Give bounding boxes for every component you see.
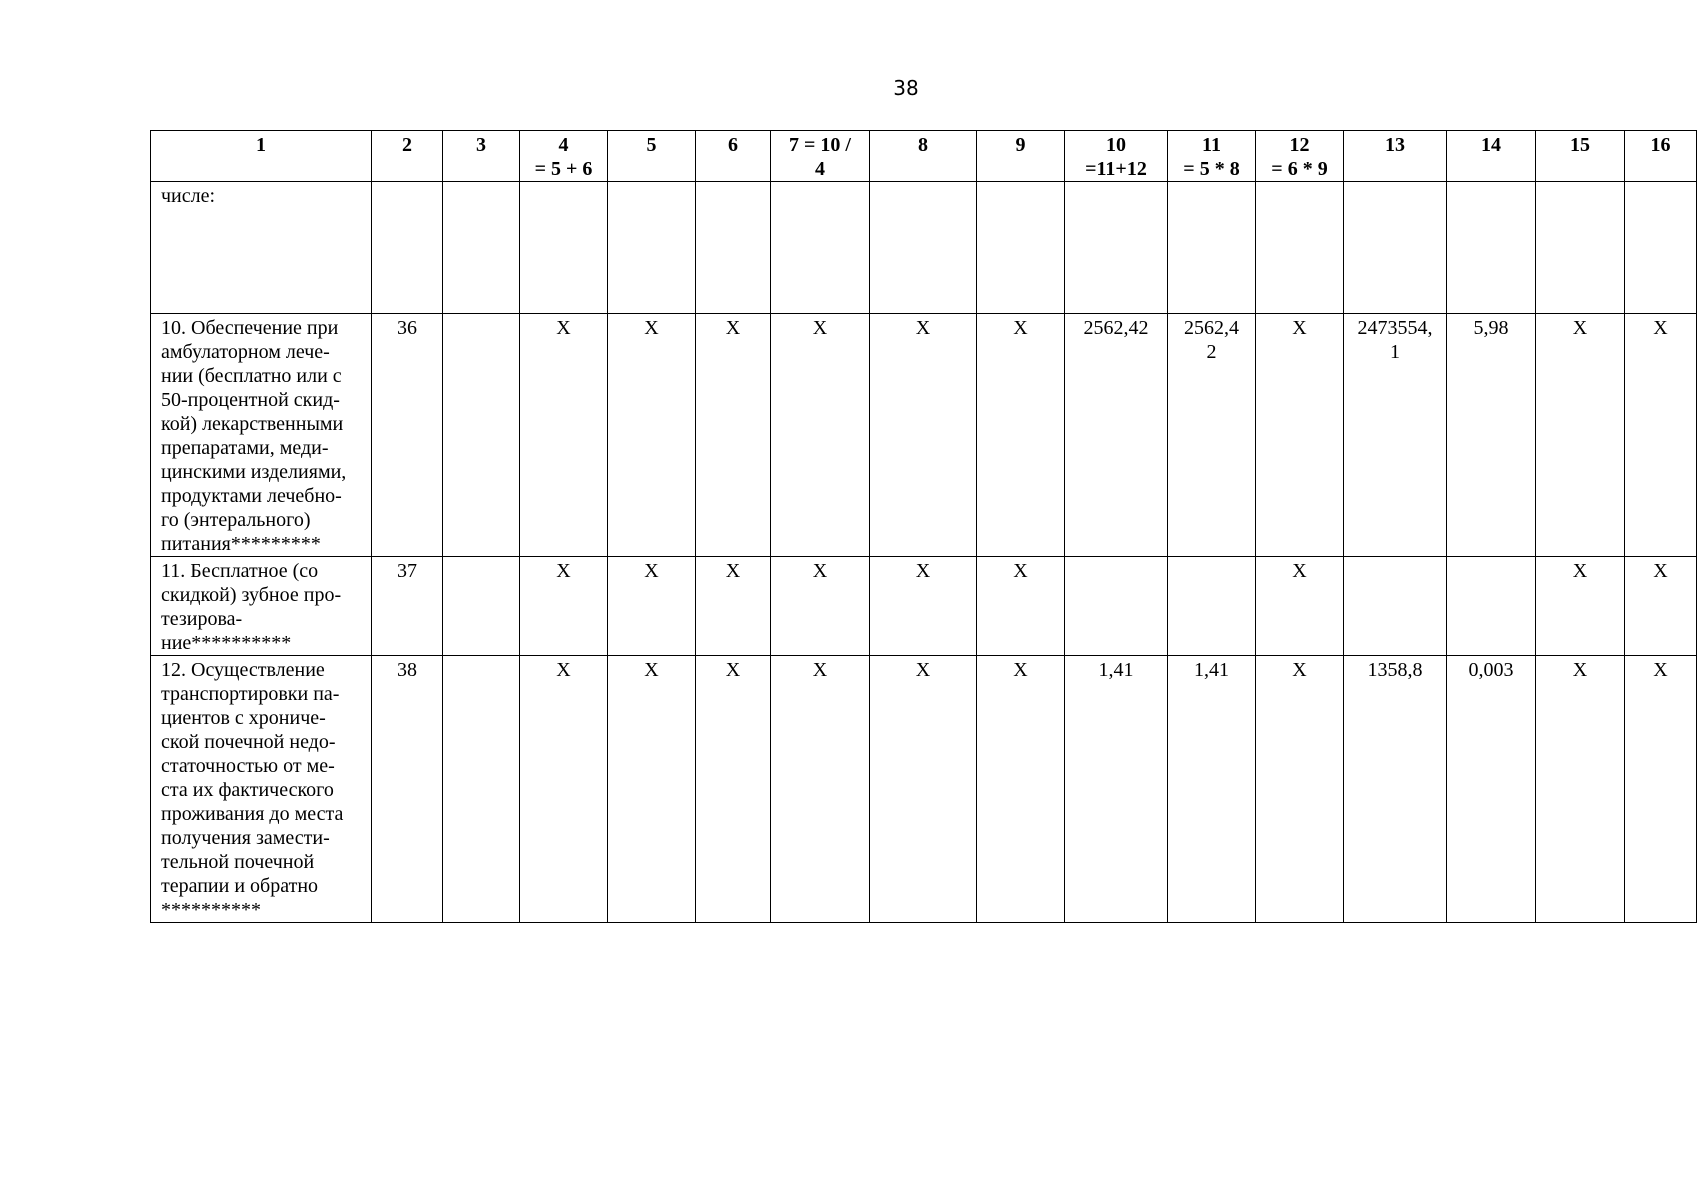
header-cell-10: 10 =11+12 [1065, 131, 1168, 182]
cell-col-3 [443, 314, 520, 557]
cell-col-8 [870, 182, 977, 314]
header-cell-11: 11 = 5 * 8 [1168, 131, 1256, 182]
header-cell-7: 7 = 10 / 4 [771, 131, 870, 182]
cell-col-14: 5,98 [1447, 314, 1536, 557]
cell-col-11: 2562,4 2 [1168, 314, 1256, 557]
cell-col-3 [443, 656, 520, 923]
cell-col-16 [1625, 182, 1697, 314]
cell-col-4 [520, 182, 608, 314]
cell-name: 12. Осуществление транспортировки па- циентов с хрониче- ской почечной недо- статочностью от ме- ста их фактического проживания до места получения замести- тельной почечной терапии и обратно ********** [151, 656, 372, 923]
data-table [150, 130, 1697, 923]
table-row [151, 182, 1697, 314]
cell-col-4: X [520, 656, 608, 923]
cell-col-8: X [870, 656, 977, 923]
page-number: 38 [893, 76, 919, 100]
table-row [151, 557, 1697, 656]
cell-col-13: 1358,8 [1344, 656, 1447, 923]
cell-col-6 [696, 182, 771, 314]
cell-col-9: X [977, 557, 1065, 656]
header-cell-12: 12 = 6 * 9 [1256, 131, 1344, 182]
header-cell-2: 2 [372, 131, 443, 182]
cell-col-7: X [771, 656, 870, 923]
cell-col-5: X [608, 314, 696, 557]
cell-col-13 [1344, 182, 1447, 314]
cell-col-3 [443, 182, 520, 314]
cell-col-9: X [977, 656, 1065, 923]
cell-col-13 [1344, 557, 1447, 656]
table-header-row [151, 131, 1697, 182]
header-cell-15: 15 [1536, 131, 1625, 182]
cell-col-11: 1,41 [1168, 656, 1256, 923]
cell-col-10 [1065, 182, 1168, 314]
cell-col-15: X [1536, 314, 1625, 557]
cell-name: 10. Обеспечение при амбулаторном лече- нии (бесплатно или с 50-процентной скид- кой) лекарственными препаратами, меди- цинскими изделиями, продуктами лечебно- го (энтерального) питания********* [151, 314, 372, 557]
cell-col-6: X [696, 656, 771, 923]
cell-col-15: X [1536, 557, 1625, 656]
header-cell-6: 6 [696, 131, 771, 182]
table-row [151, 656, 1697, 923]
header-cell-13: 13 [1344, 131, 1447, 182]
cell-col-9 [977, 182, 1065, 314]
cell-col-10: 1,41 [1065, 656, 1168, 923]
cell-col-8: X [870, 314, 977, 557]
cell-name: числе: [151, 182, 372, 314]
header-cell-1: 1 [151, 131, 372, 182]
cell-col-5 [608, 182, 696, 314]
cell-col-15: X [1536, 656, 1625, 923]
cell-col-9: X [977, 314, 1065, 557]
cell-col-7: X [771, 557, 870, 656]
cell-col-14 [1447, 182, 1536, 314]
header-cell-8: 8 [870, 131, 977, 182]
cell-col-6: X [696, 557, 771, 656]
cell-line-code: 38 [372, 656, 443, 923]
cell-col-16: X [1625, 557, 1697, 656]
cell-col-4: X [520, 314, 608, 557]
header-cell-14: 14 [1447, 131, 1536, 182]
cell-col-11 [1168, 182, 1256, 314]
cell-line-code [372, 182, 443, 314]
cell-col-16: X [1625, 656, 1697, 923]
header-cell-9: 9 [977, 131, 1065, 182]
cell-col-7 [771, 182, 870, 314]
cell-col-10 [1065, 557, 1168, 656]
cell-col-15 [1536, 182, 1625, 314]
cell-line-code: 36 [372, 314, 443, 557]
cell-col-8: X [870, 557, 977, 656]
cell-col-12: X [1256, 656, 1344, 923]
header-cell-3: 3 [443, 131, 520, 182]
cell-col-10: 2562,42 [1065, 314, 1168, 557]
cell-col-12: X [1256, 557, 1344, 656]
table-row [151, 314, 1697, 557]
cell-col-13: 2473554, 1 [1344, 314, 1447, 557]
cell-line-code: 37 [372, 557, 443, 656]
cell-col-3 [443, 557, 520, 656]
cell-col-11 [1168, 557, 1256, 656]
header-cell-5: 5 [608, 131, 696, 182]
cell-col-14: 0,003 [1447, 656, 1536, 923]
cell-name: 11. Бесплатное (со скидкой) зубное про- тезирова- ние********** [151, 557, 372, 656]
cell-col-6: X [696, 314, 771, 557]
header-cell-16: 16 [1625, 131, 1697, 182]
cell-col-4: X [520, 557, 608, 656]
cell-col-12 [1256, 182, 1344, 314]
cell-col-14 [1447, 557, 1536, 656]
cell-col-5: X [608, 656, 696, 923]
cell-col-5: X [608, 557, 696, 656]
header-cell-4: 4 = 5 + 6 [520, 131, 608, 182]
cell-col-16: X [1625, 314, 1697, 557]
cell-col-7: X [771, 314, 870, 557]
cell-col-12: X [1256, 314, 1344, 557]
